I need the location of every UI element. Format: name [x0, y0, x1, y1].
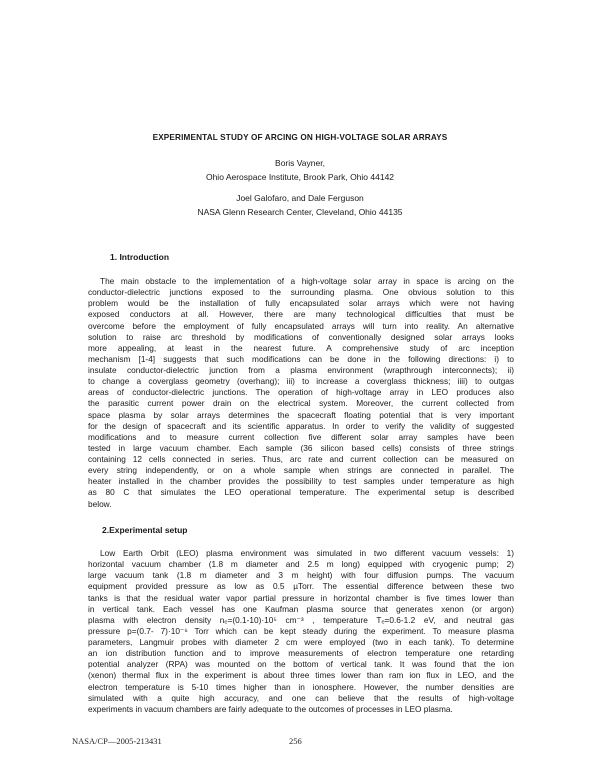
- text-line: equipment provided pressure as low as 0.5 µTorr. The essential difference between these two: [88, 581, 514, 592]
- page-number: 256: [289, 736, 302, 746]
- text-line: modifications and to measure current collection five different solar array samples have been: [88, 431, 514, 442]
- text-line: space plasma by solar arrays determines the spacecraft floating potential that is very important: [88, 409, 514, 420]
- author-names: Joel Galofaro, and Dale Ferguson: [236, 193, 364, 203]
- text-line: to change a coverglass geometry (overhang); iii) to increase a coverglass thickness; iiii) to outgas: [88, 376, 514, 387]
- text-line: the parasitic current power drain on the electrical system. Moreover, the current collected from: [88, 398, 514, 409]
- text-line: heater installed in the chamber provides the possibility to test samples under temperature as high: [88, 476, 514, 487]
- report-number: NASA/CP—2005-213431: [72, 736, 162, 746]
- text-line: conductor-dielectric junctions exposed to the surrounding plasma. One obvious solution to this: [88, 287, 514, 298]
- text-line: mechanism [1-4] suggests that such modifications can be done in the following directions: i) to: [88, 353, 514, 364]
- paper-title: EXPERIMENTAL STUDY OF ARCING ON HIGH-VOLTAGE SOLAR ARRAYS: [152, 133, 448, 142]
- text-line: below.: [88, 498, 112, 509]
- text-line: parameters, Langmuir probes with diameter 2 cm were employed (two in each tank). To determine: [88, 637, 514, 647]
- text-line: pressure p=(0.7- 7)·10⁻⁶ Torr which can be kept steady during the experiment. To measure plasma: [88, 625, 514, 636]
- text-line: (xenon) thermal flux in the experiment is about three times lower than ram ion flux in LEO, and the: [88, 670, 514, 681]
- text-line: The main obstacle to the implementation of a high-voltage solar array in space is arcing on the: [100, 276, 514, 286]
- author-block-1: [120, 156, 480, 184]
- text-line: solution to raise arc threshold by modifications of conventionally designed solar arrays looks: [88, 331, 514, 342]
- text-line: problem would be the installation of fully encapsulated solar arrays which were not having: [88, 298, 514, 309]
- text-line: areas of conductor-dielectric junctions. The operation of high-voltage array in LEO produces also: [88, 387, 514, 398]
- text-line: potential analyzer (RPA) was mounted on the bottom of vertical tank. It was found that the ion: [88, 659, 514, 670]
- text-line: exposed conductors at all. However, there are many technological difficulties that must be: [88, 309, 514, 320]
- text-line: an ion distribution function and to improve measurements of electron temperature one retarding: [88, 648, 514, 659]
- text-line: as 80 C that simulates the LEO operational temperature. The experimental setup is described: [88, 487, 514, 498]
- text-line: simulated with a quite high accuracy, and one can believe that the results of high-voltage: [88, 692, 514, 703]
- text-line: for the design of spacecraft and its scientific apparatus. In order to verify the validity of suggested: [88, 420, 514, 431]
- author-block-2: [120, 191, 480, 219]
- section-heading-experimental-setup: 2.Experimental setup: [102, 525, 188, 535]
- author-affiliation: Ohio Aerospace Institute, Brook Park, Ohio 44142: [205, 172, 395, 182]
- section-heading-introduction: 1. Introduction: [110, 252, 170, 262]
- text-line: plasma with electron density nₑ=(0.1-10)·10⁵ cm⁻³ , temperature Tₑ=0.6-1.2 eV, and neutral gas: [88, 614, 514, 625]
- text-line: more appealing, at least in the nearest future. A comprehensive study of arc inception: [88, 342, 514, 353]
- author-affiliation: NASA Glenn Research Center, Cleveland, Ohio 44135: [197, 207, 403, 217]
- text-line: tested in large vacuum chamber. Each sample (36 silicon based cells) consists of three strings: [88, 442, 514, 453]
- text-line: horizontal vacuum chamber (1.8 m diameter and 2.5 m long) equipped with cryogenic pump; 2): [88, 559, 514, 570]
- text-line: tanks is that the residual water vapor partial pressure in horizontal chamber is five times lower than: [88, 592, 514, 603]
- text-line: every string independently, or on a whole sample when strings are connected in parallel. The: [88, 465, 514, 476]
- text-line: large vacuum tank (1.8 m diameter and 3 m height) with four diffusion pumps. The vacuum: [88, 570, 514, 581]
- text-line: insulate conductor-dielectric junction from a plasma environment (wrapthrough interconnects); ii): [88, 365, 514, 375]
- text-line: in vertical tank. Each vessel has one Kaufman plasma source that generates xenon (or argon): [88, 603, 514, 614]
- text-line: experiments in vacuum chambers are fairly adequate to the outcomes of processes in LEO plasma.: [88, 703, 453, 714]
- text-line: containing 12 cells connected in series. Thus, arc rate and current collection can be measured on: [88, 454, 514, 464]
- text-line: electron temperature is 5-10 times higher than in ionosphere. However, the number densities are: [88, 681, 514, 692]
- experimental-setup-paragraph: [88, 548, 514, 715]
- text-line: Low Earth Orbit (LEO) plasma environment was simulated in two different vacuum vessels: 1): [100, 548, 514, 558]
- introduction-paragraph: [88, 276, 514, 510]
- author-names: Boris Vayner,: [275, 158, 325, 168]
- text-line: overcome before the employment of fully encapsulated arrays will turn into reality. An alternative: [88, 320, 514, 331]
